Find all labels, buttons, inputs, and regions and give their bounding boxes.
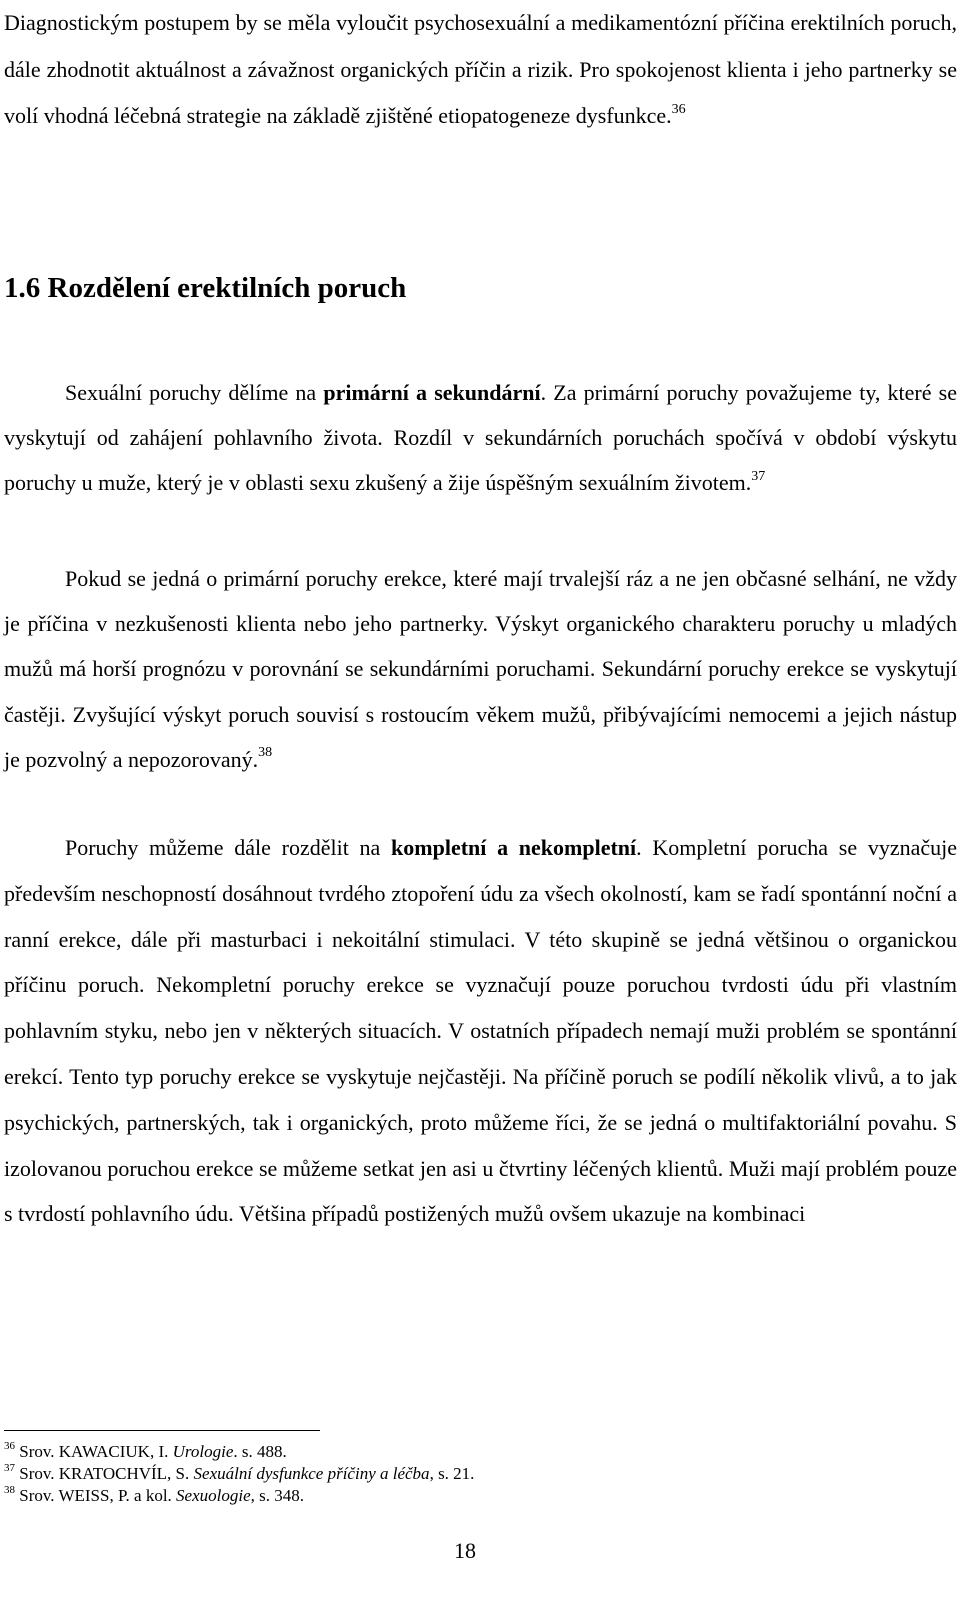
footnote-separator <box>4 1430 320 1431</box>
footnote-title: Sexuální dysfunkce příčiny a léčba <box>193 1464 430 1483</box>
paragraph-text-end: . Kompletní porucha se vyznačuje především neschopností dosáhnout tvrdého ztopoření údu za všech okolností, kam se řadí spontánní noční a ranní erekce, dále při masturbaci i nekoitální stimulaci. V této skupině se jedná většinou o organickou příčinu poruch. Nekompletní poruchy erekce se vyznačují pouze poruchou tvrdosti údu při vlastním pohlavním styku, nebo jen v některých situacích. V ostatních případech nemají muži problém se spontánní erekcí. Tento typ poruchy erekce se vyskytuje nejčastěji. Na příčině poruch se podílí několik vlivů, a to jak psychických, partnerských, tak i organických, proto můžeme říci, že se jedná o multifaktoriální povahu. S izolovanou poruchou erekce se můžeme setkat jen asi u čtvrtiny léčených klientů. Muži mají problém pouze s tvrdostí pohlavního údu. Většina případů postižených mužů ovšem ukazuje na kombinaci <box>4 835 957 1227</box>
footnote-37 <box>4 1463 904 1485</box>
bold-term: kompletní a nekompletní <box>391 835 637 860</box>
paragraph-text-end: . Za primární poruchy považujeme ty, které se vyskytují od zahájení pohlavního života. Rozdíl v sekundárních poruchách spočívá v období výskytu poruchy u muže, který je v oblasti sexu zkušený a žije úspěšným sexuálním životem. <box>4 380 957 496</box>
footnote-number: 37 <box>4 1462 15 1475</box>
footnote-number: 36 <box>4 1440 15 1453</box>
footnote-prefix: Srov. KRATOCHVÍL, S. <box>19 1464 194 1483</box>
paragraph-diagnostics <box>4 0 957 140</box>
paragraph-primary-erection <box>4 556 957 782</box>
footnote-suffix: , s. 348. <box>250 1486 305 1505</box>
paragraph-text-start: Sexuální poruchy dělíme na <box>65 380 324 405</box>
footnote-ref-38: 38 <box>258 745 273 761</box>
footnote-prefix: Srov. WEISS, P. a kol. <box>19 1486 177 1505</box>
footnote-suffix: , s. 21. <box>429 1464 475 1483</box>
paragraph-complete-incomplete <box>4 825 957 1237</box>
footnote-prefix: Srov. KAWACIUK, I. <box>19 1442 173 1461</box>
bold-term: primární a sekundární <box>323 380 541 405</box>
paragraph-primary-secondary <box>4 370 957 506</box>
footnote-ref-36: 36 <box>671 101 686 117</box>
paragraph-text-start: Poruchy můžeme dále rozdělit na <box>65 835 392 860</box>
footnote-ref-37: 37 <box>751 469 766 485</box>
paragraph-text: Diagnostickým postupem by se měla vyloučit psychosexuální a medikamentózní příčina erektilních poruch, dále zhodnotit aktuálnost a závažnost organických příčin a rizik. Pro spokojenost klienta i jeho partnerky se volí vhodná léčebná strategie na základě zjištěné etiopatogeneze dysfunkce. <box>4 10 957 128</box>
page-number: 18 <box>454 1538 476 1563</box>
footnote-title: Urologie <box>172 1442 234 1461</box>
footnote-title: Sexuologie <box>176 1486 251 1505</box>
section-heading: 1.6 Rozdělení erektilních poruch <box>4 272 407 304</box>
footnote-36 <box>4 1441 904 1463</box>
footnote-38 <box>4 1485 904 1507</box>
footnote-suffix: . s. 488. <box>233 1442 287 1461</box>
paragraph-text: Pokud se jedná o primární poruchy erekce, které mají trvalejší ráz a ne jen občasné selhání, ne vždy je příčina v nezkušenosti klienta nebo jeho partnerky. Výskyt organického charakteru poruchy u mladých mužů má horší prognózu v porovnání se sekundárními poruchami. Sekundární poruchy erekce se vyskytují častěji. Zvyšující výskyt poruch souvisí s rostoucím věkem mužů, přibývajícími nemocemi a jejich nástup je pozvolný a nepozorovaný. <box>4 566 957 772</box>
footnote-number: 38 <box>4 1484 15 1497</box>
footnotes <box>4 1441 904 1507</box>
